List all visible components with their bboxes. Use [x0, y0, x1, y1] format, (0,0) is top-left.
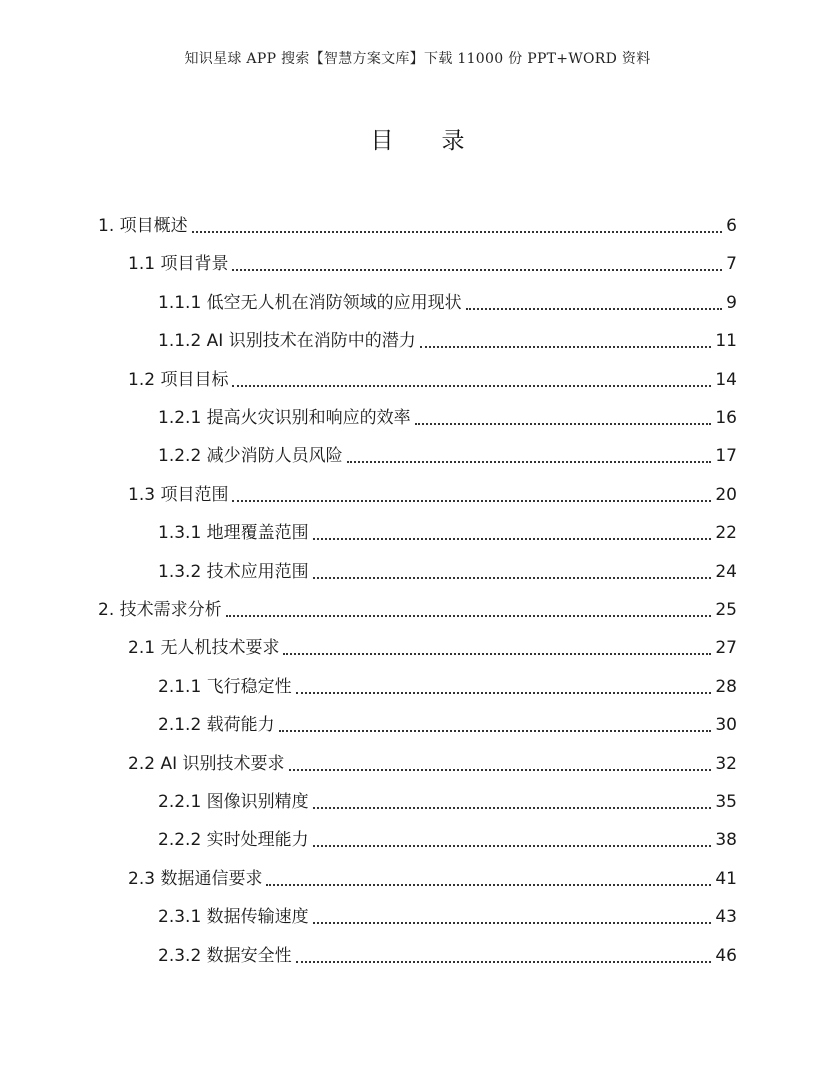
toc-leader-dots [296, 691, 712, 694]
toc-entry[interactable] [0, 513, 835, 543]
toc-entry-page: 17 [715, 446, 737, 467]
toc-entry-number: 1.1.1 [158, 292, 207, 313]
toc-entry-label: 项目范围 [160, 484, 229, 505]
toc-entry-number: 1.3 [128, 484, 161, 505]
toc-entry[interactable] [0, 475, 835, 505]
toc-entry[interactable] [0, 705, 835, 735]
toc-entry[interactable] [0, 897, 835, 927]
toc-leader-dots [283, 652, 711, 655]
toc-leader-dots [232, 268, 722, 271]
toc-entry[interactable] [0, 820, 835, 850]
toc-entry-number: 1.2.2 [158, 446, 207, 467]
toc-entry-page: 16 [715, 408, 737, 428]
toc-entry-page: 46 [715, 945, 737, 966]
toc-entry-number: 2. [98, 600, 120, 620]
toc-entry-page: 11 [715, 331, 737, 352]
toc-entry[interactable] [0, 360, 835, 390]
toc-leader-dots [232, 499, 711, 502]
page-title: 目录 [370, 128, 513, 154]
toc-entry-number: 1. [98, 216, 120, 236]
toc-entry-number: 1.1 [128, 254, 161, 275]
toc-entry-page: 6 [726, 216, 737, 236]
toc-entry-page: 20 [715, 484, 737, 505]
toc-entry-label: 地理覆盖范围 [206, 523, 309, 544]
toc-entry-label: 飞行稳定性 [206, 676, 292, 697]
toc-entry-label: 技术应用范围 [206, 561, 309, 582]
toc-entry-label: 减少消防人员风险 [206, 446, 343, 467]
toc-entry-number: 1.3.1 [158, 523, 207, 544]
toc-leader-dots [289, 768, 712, 771]
toc-entry[interactable] [0, 936, 835, 966]
toc-entry-number: 1.2.1 [158, 408, 207, 428]
toc-entry[interactable] [0, 206, 835, 236]
toc-entry-page: 32 [715, 753, 737, 774]
toc-entry[interactable] [0, 667, 835, 697]
toc-entry-number: 2.2.2 [158, 830, 207, 851]
toc-entry[interactable] [0, 398, 835, 428]
toc-entry-label: 技术需求分析 [119, 600, 222, 620]
toc-leader-dots [313, 806, 712, 809]
toc-entry-page: 7 [726, 254, 737, 275]
toc-entry-label: 提高火灾识别和响应的效率 [206, 408, 411, 428]
toc-entry[interactable] [0, 628, 835, 658]
toc-leader-dots [296, 960, 712, 963]
toc-entry-label: 实时处理能力 [206, 830, 309, 851]
toc-entry-label: AI 识别技术在消防中的潜力 [206, 331, 416, 352]
toc-entry-number: 2.2 [128, 753, 161, 774]
toc-entry-page: 30 [715, 715, 737, 736]
toc-leader-dots [232, 384, 711, 387]
toc-entry-label: 项目背景 [160, 254, 229, 275]
toc-leader-dots [313, 921, 712, 924]
toc-entry-page: 38 [715, 830, 737, 851]
toc-entry[interactable] [0, 283, 835, 313]
toc-entry-page: 28 [715, 676, 737, 697]
toc-entry-page: 41 [715, 868, 737, 889]
toc-entry-page: 9 [726, 292, 737, 313]
toc-entry-number: 1.2 [128, 369, 161, 390]
toc-leader-dots [279, 729, 712, 732]
toc-leader-dots [192, 230, 723, 233]
toc-entry[interactable] [0, 859, 835, 889]
toc-leader-dots [313, 844, 712, 847]
toc-entry-number: 2.3 [128, 868, 161, 889]
toc-entry-page: 22 [715, 523, 737, 544]
toc-leader-dots [226, 614, 712, 617]
toc-entry-page: 35 [715, 792, 737, 812]
toc-entry-page: 25 [715, 600, 737, 620]
toc-entry[interactable] [0, 744, 835, 774]
toc-entry[interactable] [0, 590, 835, 620]
toc-entry-label: 项目目标 [160, 369, 229, 390]
toc-entry-label: 图像识别精度 [206, 792, 309, 812]
toc-entry-number: 2.3.1 [158, 907, 207, 928]
toc-entry-label: 数据安全性 [206, 945, 292, 966]
toc-leader-dots [347, 460, 712, 463]
toc-entry-page: 14 [715, 369, 737, 390]
toc-entry-label: 低空无人机在消防领域的应用现状 [206, 292, 462, 313]
toc-entry-label: 数据传输速度 [206, 907, 309, 928]
toc-entry[interactable] [0, 552, 835, 582]
toc-entry[interactable] [0, 782, 835, 812]
toc-entry-label: AI 识别技术要求 [160, 753, 285, 774]
toc-entry-number: 2.1.2 [158, 715, 207, 736]
toc-entry-page: 27 [715, 638, 737, 659]
toc-entry-label: 无人机技术要求 [160, 638, 280, 659]
toc-entry-label: 项目概述 [119, 216, 188, 236]
toc-leader-dots [313, 576, 712, 579]
toc-entry[interactable] [0, 321, 835, 351]
toc-entry-label: 数据通信要求 [160, 868, 263, 889]
toc-entry-number: 2.2.1 [158, 792, 207, 812]
toc-entry-number: 2.1.1 [158, 676, 207, 697]
toc-entry-page: 43 [715, 907, 737, 928]
toc-entry-page: 24 [715, 561, 737, 582]
toc-leader-dots [466, 307, 723, 310]
toc-leader-dots [420, 345, 712, 348]
toc-entry[interactable] [0, 436, 835, 466]
toc-leader-dots [313, 537, 712, 540]
page-header: 知识星球 APP 搜索【智慧方案文库】下载 11000 份 PPT+WORD 资料 [184, 51, 651, 67]
toc-entry-number: 2.1 [128, 638, 161, 659]
toc-entry-label: 载荷能力 [206, 715, 275, 736]
toc-entry-number: 1.1.2 [158, 331, 207, 352]
toc-entry-number: 1.3.2 [158, 561, 207, 582]
toc-entry[interactable] [0, 244, 835, 274]
toc-leader-dots [415, 422, 712, 425]
toc-leader-dots [266, 883, 711, 886]
toc-entry-number: 2.3.2 [158, 945, 207, 966]
